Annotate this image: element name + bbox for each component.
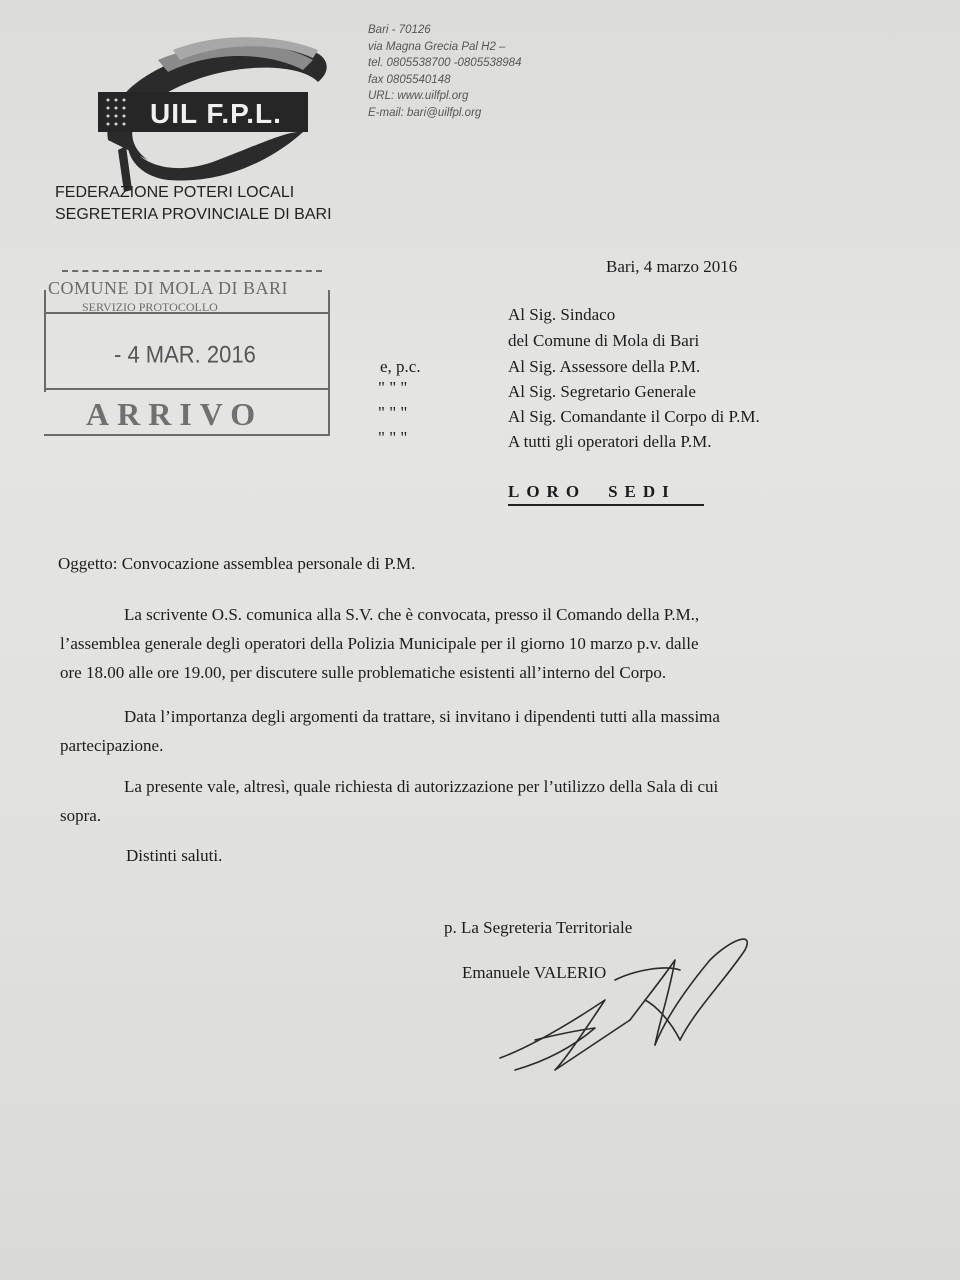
closing-line: Distinti saluti.: [126, 846, 223, 865]
recipient-3: Al Sig. Segretario Generale: [508, 382, 696, 401]
recipient-4: Al Sig. Comandante il Corpo di P.M.: [508, 407, 760, 426]
paragraph-2-line2: partecipazione.: [60, 736, 164, 755]
recipient-2: Al Sig. Assessore della P.M.: [508, 357, 701, 376]
loro-sedi: [508, 482, 704, 506]
org-name-line2: SEGRETERIA PROVINCIALE DI BARI: [55, 206, 332, 223]
contact-address: Bari - 70126: [368, 24, 431, 36]
signature-name: Emanuele VALERIO: [462, 963, 607, 982]
paragraph-3-line1: La presente vale, altresì, quale richiesta di autorizzazione per l’utilizzo della Sala di cui: [124, 777, 719, 796]
cc-label: e, p.c.: [380, 357, 421, 376]
stamp-date: - 4 MAR. 2016: [114, 340, 256, 369]
paragraph-1: [60, 600, 922, 687]
paragraph-2: [60, 702, 922, 760]
contact-fax: fax 0805540148: [368, 73, 451, 86]
logo-text: UIL F.P.L.: [150, 98, 282, 129]
paragraph-3: [60, 772, 922, 830]
paragraph-1-line3: ore 18.00 alle ore 19.00, per discutere sulle problematiche esistenti all’interno del Corpo.: [60, 663, 667, 682]
handwritten-signature: [495, 920, 765, 1095]
stamp-line2: SERVIZIO PROTOCOLLO: [82, 300, 218, 314]
contact-url: URL: www.uilfpl.org: [368, 90, 469, 102]
stamp-line1: COMUNE DI MOLA DI BARI: [48, 278, 288, 298]
recipient-5: A tutti gli operatori della P.M.: [508, 432, 712, 451]
subject-line: Oggetto: Convocazione assemblea personale di P.M.: [58, 554, 416, 573]
ditto-mark-3: " " ": [378, 428, 408, 447]
paragraph-2-line1: Data l’importanza degli argomenti da trattare, si invitano i dipendenti tutti alla massima: [124, 707, 720, 726]
signature-role: p. La Segreteria Territoriale: [444, 918, 633, 937]
stamp-arrivo: ARRIVO: [86, 396, 264, 432]
uil-fpl-logo: [88, 20, 333, 195]
org-name-line1: FEDERAZIONE POTERI LOCALI: [55, 184, 295, 201]
contact-email: E-mail: bari@uilfpl.org: [368, 106, 482, 119]
contact-street: via Magna Grecia Pal H2 –: [368, 40, 506, 53]
ditto-mark-2: " " ": [378, 403, 408, 422]
paragraph-1-line2: l’assemblea generale degli operatori della Polizia Municipale per il giorno 10 marzo p.v. dalle: [60, 634, 699, 653]
sedi-word: SEDI: [608, 482, 676, 501]
recipient-1b: del Comune di Mola di Bari: [508, 331, 700, 350]
letter-date: Bari, 4 marzo 2016: [606, 257, 738, 276]
ditto-mark-1: " " ": [378, 378, 408, 397]
contact-phone: tel. 0805538700 -0805538984: [368, 57, 522, 69]
recipient-1: Al Sig. Sindaco: [508, 305, 616, 324]
paragraph-1-line1: La scrivente O.S. comunica alla S.V. che è convocata, presso il Comando della P.M.,: [124, 605, 700, 624]
protocol-stamp: [34, 270, 330, 438]
contact-block: [368, 22, 521, 121]
paragraph-3-line2: sopra.: [60, 806, 102, 825]
loro-word: LORO: [508, 482, 587, 501]
